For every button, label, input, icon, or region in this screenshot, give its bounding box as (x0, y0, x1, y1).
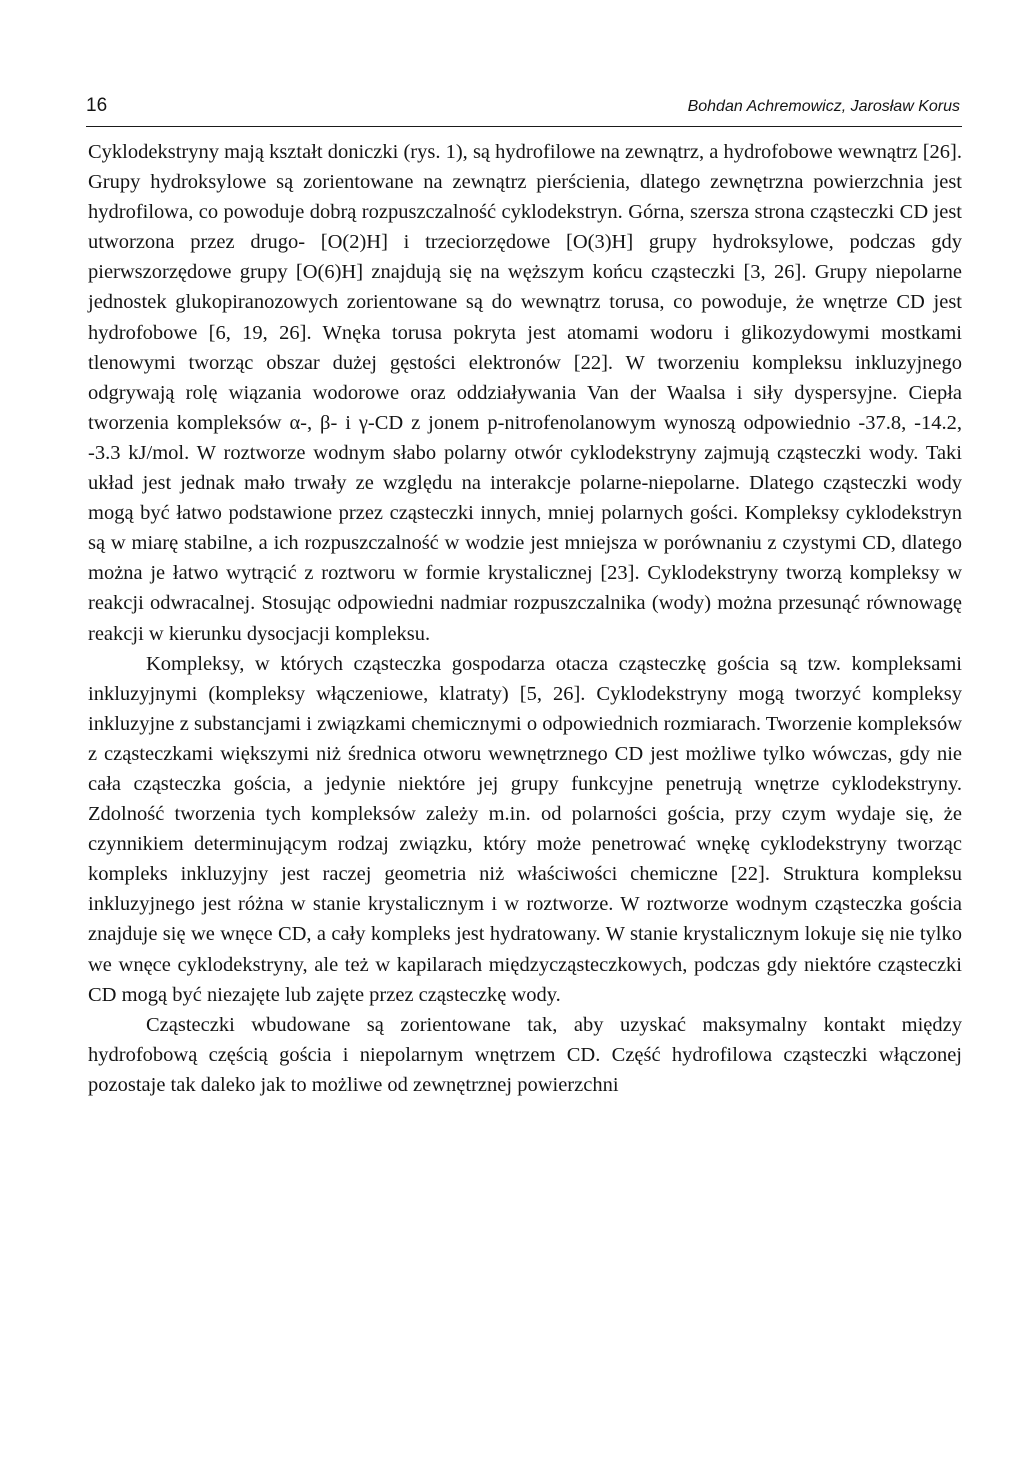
body-text (88, 137, 962, 1100)
paragraph-inclusion-complexes: Kompleksy, w których cząsteczka gospodarza otacza cząsteczkę gościa są tzw. kompleksami inkluzyjnymi (kompleksy włączeniowe, klatraty) [5, 26]. Cyklodekstryny mogą tworzyć kompleksy inkluzyjne z substancjami i związkami chemicznymi o odpowiednich rozmiarach. Tworzenie kompleksów z cząsteczkami większymi niż średnica otworu wewnętrznego CD jest możliwe tylko wówczas, gdy nie cała cząsteczka gościa, a jedynie niektóre jej grupy funkcyjne penetrują wnętrze cyklodekstryny. Zdolność tworzenia tych kompleksów zależy m.in. od polarności gościa, przy czym wydaje się, że czynnikiem determinującym rodzaj związku, który może penetrować wnękę cyklodekstryny tworząc kompleks inkluzyjny jest raczej geometria niż właściwości chemiczne [22]. Struktura kompleksu inkluzyjnego jest różna w stanie krystalicznym i w roztworze. W roztworze wodnym cząsteczka gościa znajduje się we wnęce CD, a cały kompleks jest hydratowany. W stanie krystalicznym lokuje się nie tylko we wnęce cyklodekstryny, ale też w kapilarach międzycząsteczkowych, podczas gdy niektóre cząsteczki CD mogą być niezajęte lub zajęte przez cząsteczkę wody. (88, 652, 962, 1006)
paragraph-guest-orientation: Cząsteczki wbudowane są zorientowane tak, aby uzyskać maksymalny kontakt między hydrofobową częścią gościa i niepolarnym wnętrzem CD. Część hydrofilowa cząsteczki włączonej pozostaje tak daleko jak to możliwe od zewnętrznej powierzchni (88, 1013, 962, 1096)
page-number: 16 (86, 95, 108, 116)
running-header-authors: Bohdan Achremowicz, Jarosław Korus (687, 98, 960, 115)
paragraph-cyclodextrin-structure: Cyklodekstryny mają kształt doniczki (rys. 1), są hydrofilowe na zewnątrz, a hydrofobowe wewnątrz [26]. Grupy hydroksylowe są zorientowane na zewnątrz pierścienia, dlatego zewnętrzna powierzchnia jest hydrofilowa, co powoduje dobrą rozpuszczalność cyklodekstryn. Górna, szersza strona cząsteczki CD jest utworzona przez drugo- [O(2)H] i trzeciorzędowe [O(3)H] grupy hydroksylowe, podczas gdy pierwszorzędowe grupy [O(6)H] znajdują się na węższym końcu cząsteczki [3, 26]. Grupy niepolarne jednostek glukopiranozowych zorientowane są do wewnątrz torusa, co powoduje, że wnętrze CD jest hydrofobowe [6, 19, 26]. Wnęka torusa pokryta jest atomami wodoru i glikozydowymi mostkami tlenowymi tworząc obszar dużej gęstości elektronów [22]. W tworzeniu kompleksu inkluzyjnego odgrywają rolę wiązania wodorowe oraz oddziaływania Van der Waalsa i siły dyspersyjne. Ciepła tworzenia kompleksów α-, β- i γ-CD z jonem p-nitrofenolanowym wynoszą odpowiednio -37.8, -14.2, -3.3 kJ/mol. W roztworze wodnym słabo polarny otwór cyklodekstryny zajmują cząsteczki wody. Taki układ jest jednak mało trwały ze względu na interakcje polarne-niepolarne. Dlatego cząsteczki wody mogą być łatwo podstawione przez cząsteczki innych, mniej polarnych gości. Kompleksy cyklodekstryn są w miarę stabilne, a ich rozpuszczalność w wodzie jest mniejsza w porównaniu z czystymi CD, dlatego można je łatwo wytrącić z roztworu w formie krystalicznej [23]. Cyklodekstryny tworzą kompleksy w reakcji odwracalnej. Stosując odpowiedni nadmiar rozpuszczalnika (wody) można przesunąć równowagę reakcji w kierunku dysocjacji kompleksu. (88, 141, 962, 645)
running-header (86, 94, 962, 127)
